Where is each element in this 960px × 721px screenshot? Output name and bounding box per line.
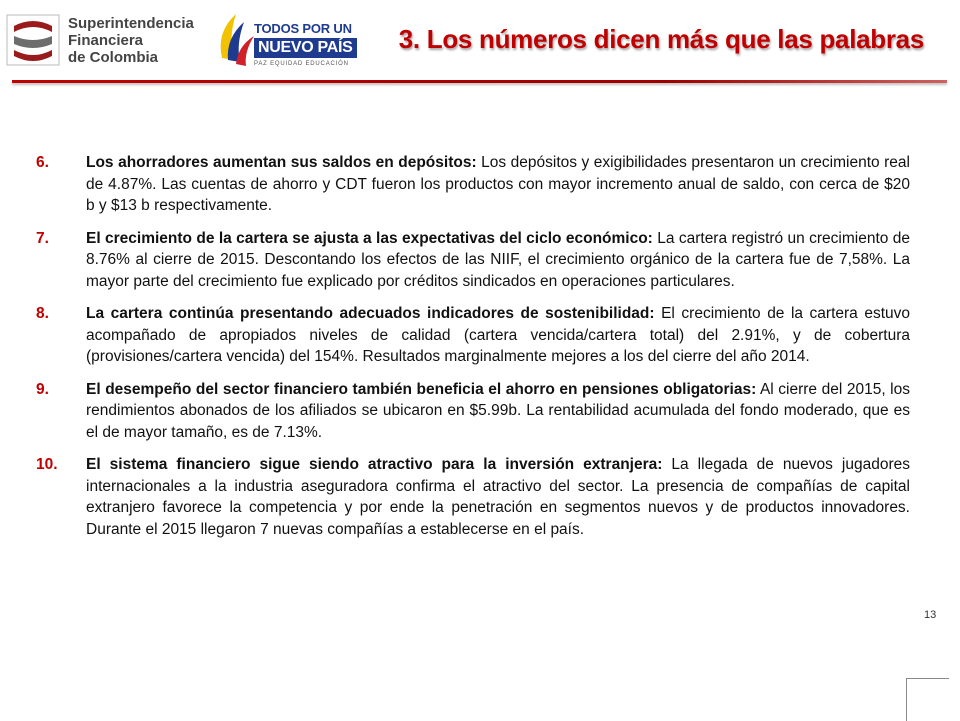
list-item-heading: La cartera continúa presentando adecuados indicadores de sostenibilidad: — [86, 305, 655, 322]
page-number: 13 — [924, 609, 937, 621]
todos-por-un-nuevo-pais-logo — [214, 8, 353, 74]
gov-logo-line2: NUEVO PAÍS — [254, 38, 357, 58]
list-item — [36, 379, 910, 444]
list-item-body: La cartera registró un crecimiento de 8.76% al cierre de 2015. Descontando los efectos de las NIIF, el crecimiento orgánico de la cartera fue de 7,58%. La mayor parte del crecimiento fue explicado por créditos sindicados en operaciones particulares. — [86, 229, 911, 290]
list-item-number: 8. — [36, 305, 49, 322]
superintendencia-emblem-icon — [6, 14, 60, 66]
gov-logo-line1: TODOS POR UN — [254, 21, 352, 36]
list-item — [36, 454, 910, 540]
list-item — [36, 228, 910, 293]
list-item-body: Al cierre del 2015, los rendimientos abonados de los afiliados se ubicaron en $5.99b. La rentabilidad acumulada del fondo moderado, que es el de mayor tamaño, es de 7.13%. — [86, 380, 910, 441]
list-item-number: 6. — [36, 154, 49, 171]
superintendencia-logo — [6, 14, 194, 66]
list-item-text — [86, 152, 910, 217]
list-item — [36, 303, 910, 368]
superintendencia-name — [68, 15, 194, 66]
list-item-heading: El crecimiento de la cartera se ajusta a las expectativas del ciclo económico: — [86, 229, 653, 247]
corner-frame-decoration — [906, 678, 949, 721]
list-item-text — [86, 303, 910, 368]
title-divider — [12, 80, 947, 83]
logo-line: Superintendencia — [68, 15, 194, 32]
list-item-heading: El desempeño del sector financiero también beneficia el ahorro en pensiones obligatorias: — [86, 380, 757, 398]
list-item-text — [86, 454, 910, 540]
list-item-number: 10. — [36, 456, 58, 473]
list-item-body: La llegada de nuevos jugadores internacionales a la industria aseguradora confirma el atractivo del sector. La presencia de compañías de capital extranjero favorece la competencia y por ende la penetración en segmentos nuevos y de productos innovadores. Durante el 2015 llegaron 7 nuevas compañías a establecerse en el país. — [86, 456, 910, 538]
list-item-number: 7. — [36, 229, 49, 247]
list-item-heading: Los ahorradores aumentan sus saldos en depósitos: — [86, 154, 477, 171]
gov-logo-line3: PAZ EQUIDAD EDUCACIÓN — [254, 61, 349, 67]
colombia-flag-swoosh-icon — [214, 8, 258, 72]
list-item-heading: El sistema financiero sigue siendo atractivo para la inversión extranjera: — [86, 456, 663, 473]
logo-line: Financiera — [68, 32, 144, 49]
list-item-body: Los depósitos y exigibilidades presentaron un crecimiento real de 4.87%. Las cuentas de ahorro y CDT fueron los productos con mayor incremento anual de saldo, con cerca de $20 b y $13 b respectivamente. — [86, 154, 910, 214]
list-item-text — [86, 379, 910, 444]
page-title: 3. Los números dicen más que las palabras — [398, 24, 924, 54]
numbered-list — [36, 152, 910, 551]
gov-logo-text — [254, 21, 353, 67]
list-item — [36, 152, 910, 217]
list-item-text — [86, 228, 910, 293]
list-item-number: 9. — [36, 380, 49, 398]
slide-header — [0, 0, 960, 90]
logo-line: de Colombia — [68, 49, 159, 66]
list-item-body: El crecimiento de la cartera estuvo acompañado de apropiados niveles de calidad (cartera vencida/cartera total) del 2.91%, y de cobertura (provisiones/cartera vencida) del 154%. Resultados marginalmente mejores a los del cierre del año 2014. — [86, 305, 910, 365]
